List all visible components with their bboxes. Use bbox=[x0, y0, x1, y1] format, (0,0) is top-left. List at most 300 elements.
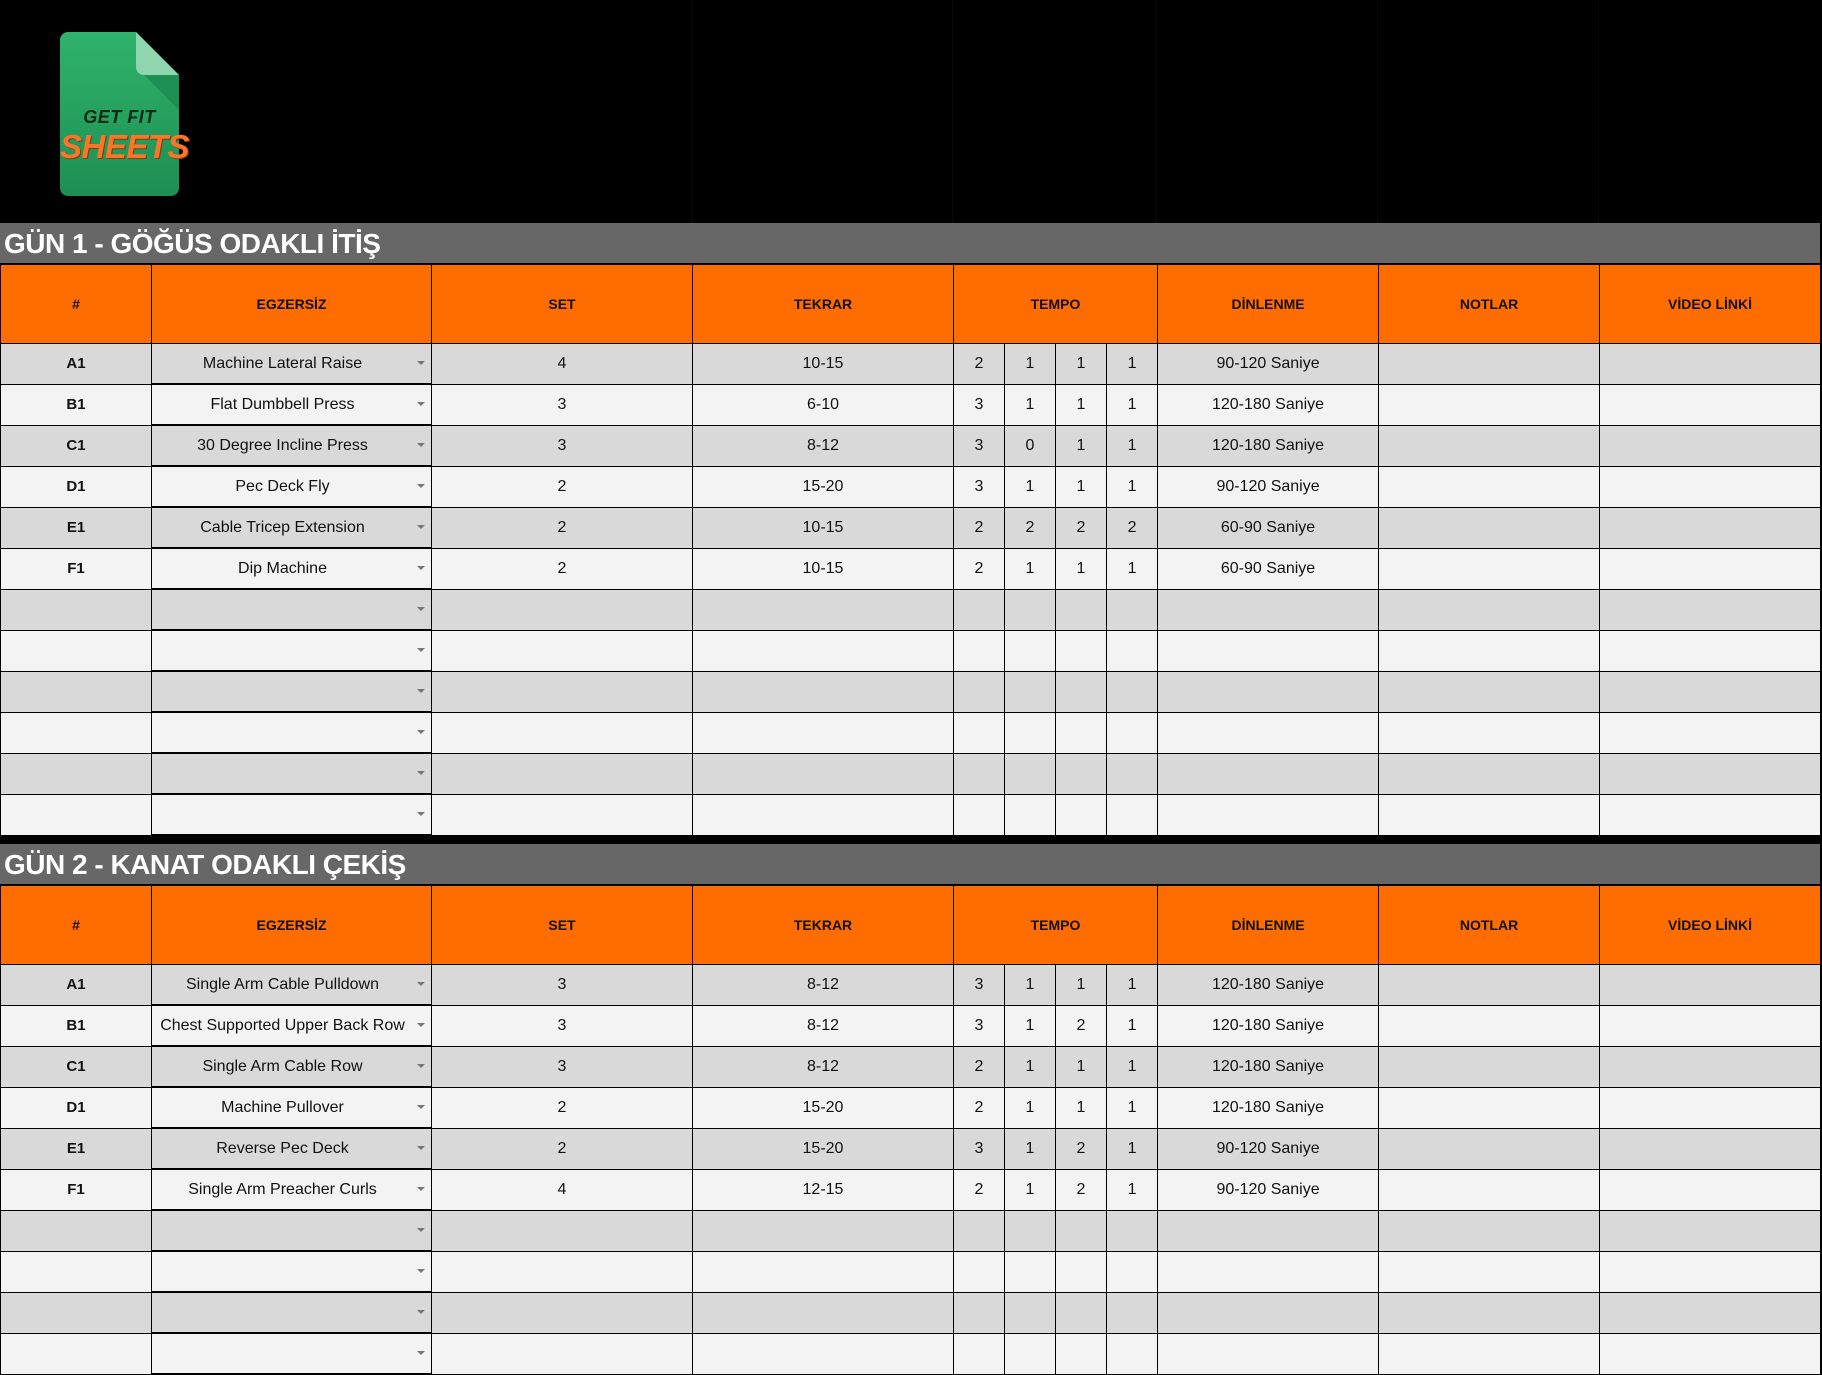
cell-tempo-3[interactable] bbox=[1056, 589, 1107, 630]
cell-rest[interactable] bbox=[1158, 712, 1379, 753]
dropdown-arrow-icon[interactable] bbox=[417, 982, 425, 986]
exercise-dropdown[interactable] bbox=[152, 630, 432, 671]
cell-tempo-1[interactable]: 3 bbox=[954, 466, 1005, 507]
cell-tempo-4[interactable]: 2 bbox=[1107, 507, 1158, 548]
cell-notes[interactable] bbox=[1379, 1005, 1600, 1046]
cell-number[interactable] bbox=[1, 671, 152, 712]
cell-rest[interactable] bbox=[1158, 1333, 1379, 1374]
cell-video-link[interactable] bbox=[1600, 630, 1821, 671]
cell-set[interactable] bbox=[432, 1333, 693, 1374]
cell-tempo-2[interactable]: 1 bbox=[1005, 1128, 1056, 1169]
exercise-dropdown[interactable] bbox=[152, 1169, 432, 1210]
cell-tempo-3[interactable]: 2 bbox=[1056, 507, 1107, 548]
cell-set[interactable]: 2 bbox=[432, 507, 693, 548]
cell-rest[interactable] bbox=[1158, 671, 1379, 712]
cell-number[interactable]: E1 bbox=[1, 1128, 152, 1169]
exercise-dropdown[interactable] bbox=[152, 1087, 432, 1128]
exercise-label: 30 Degree Incline Press bbox=[197, 436, 368, 454]
cell-notes[interactable] bbox=[1379, 548, 1600, 589]
table-row bbox=[1, 1128, 1821, 1169]
cell-set[interactable]: 4 bbox=[432, 1169, 693, 1210]
col-header-set[interactable]: SET bbox=[432, 265, 693, 344]
cell-number[interactable] bbox=[1, 1210, 152, 1251]
cell-tempo-1[interactable] bbox=[954, 671, 1005, 712]
exercise-label: Chest Supported Upper Back Row bbox=[160, 1016, 405, 1034]
cell-set[interactable]: 2 bbox=[432, 1128, 693, 1169]
cell-number[interactable] bbox=[1, 1251, 152, 1292]
cell-tempo-2[interactable] bbox=[1005, 712, 1056, 753]
cell-tempo-4[interactable]: 1 bbox=[1107, 965, 1158, 1006]
cell-tempo-4[interactable]: 1 bbox=[1107, 1128, 1158, 1169]
cell-notes[interactable] bbox=[1379, 589, 1600, 630]
dropdown-arrow-icon[interactable] bbox=[417, 361, 425, 365]
cell-tempo-1[interactable]: 2 bbox=[954, 1087, 1005, 1128]
cell-tempo-2[interactable] bbox=[1005, 589, 1056, 630]
cell-tempo-1[interactable]: 2 bbox=[954, 548, 1005, 589]
cell-tempo-4[interactable]: 1 bbox=[1107, 1005, 1158, 1046]
cell-tempo-3[interactable] bbox=[1056, 712, 1107, 753]
cell-notes[interactable] bbox=[1379, 753, 1600, 794]
dropdown-arrow-icon[interactable] bbox=[417, 402, 425, 406]
cell-rest[interactable]: 90-120 Saniye bbox=[1158, 466, 1379, 507]
cell-set[interactable] bbox=[432, 753, 693, 794]
cell-tempo-2[interactable] bbox=[1005, 1292, 1056, 1333]
cell-number[interactable]: A1 bbox=[1, 965, 152, 1006]
cell-video-link[interactable] bbox=[1600, 1169, 1821, 1210]
table-row bbox=[1, 1169, 1821, 1210]
cell-set[interactable]: 3 bbox=[432, 1005, 693, 1046]
cell-number[interactable]: E1 bbox=[1, 507, 152, 548]
cell-video-link[interactable] bbox=[1600, 548, 1821, 589]
cell-set[interactable] bbox=[432, 1251, 693, 1292]
cell-reps[interactable]: 15-20 bbox=[693, 466, 954, 507]
cell-video-link[interactable] bbox=[1600, 1333, 1821, 1374]
cell-set[interactable]: 3 bbox=[432, 965, 693, 1006]
cell-notes[interactable] bbox=[1379, 384, 1600, 425]
cell-reps[interactable]: 10-15 bbox=[693, 548, 954, 589]
cell-tempo-3[interactable]: 2 bbox=[1056, 1128, 1107, 1169]
dropdown-arrow-icon[interactable] bbox=[417, 689, 425, 693]
column-divider bbox=[691, 0, 692, 223]
cell-reps[interactable] bbox=[693, 630, 954, 671]
cell-reps[interactable] bbox=[693, 712, 954, 753]
cell-rest[interactable]: 120-180 Saniye bbox=[1158, 1087, 1379, 1128]
exercise-label: Dip Machine bbox=[238, 559, 327, 577]
cell-set[interactable] bbox=[432, 1292, 693, 1333]
exercise-dropdown[interactable] bbox=[152, 1251, 432, 1292]
cell-tempo-1[interactable] bbox=[954, 1333, 1005, 1374]
exercise-dropdown[interactable] bbox=[152, 1046, 432, 1087]
cell-rest[interactable] bbox=[1158, 1292, 1379, 1333]
cell-notes[interactable] bbox=[1379, 1251, 1600, 1292]
day-title: GÜN 2 - KANAT ODAKLI ÇEKİŞ bbox=[0, 844, 1820, 885]
cell-tempo-1[interactable] bbox=[954, 630, 1005, 671]
cell-tempo-4[interactable] bbox=[1107, 1292, 1158, 1333]
cell-tempo-4[interactable]: 1 bbox=[1107, 1087, 1158, 1128]
exercise-dropdown[interactable] bbox=[152, 425, 432, 466]
cell-number[interactable] bbox=[1, 630, 152, 671]
cell-reps[interactable] bbox=[693, 794, 954, 835]
cell-tempo-1[interactable] bbox=[954, 589, 1005, 630]
exercise-dropdown[interactable] bbox=[152, 753, 432, 794]
dropdown-arrow-icon[interactable] bbox=[417, 648, 425, 652]
cell-rest[interactable] bbox=[1158, 589, 1379, 630]
cell-notes[interactable] bbox=[1379, 671, 1600, 712]
cell-notes[interactable] bbox=[1379, 1210, 1600, 1251]
cell-video-link[interactable] bbox=[1600, 384, 1821, 425]
cell-tempo-3[interactable]: 1 bbox=[1056, 1046, 1107, 1087]
cell-notes[interactable] bbox=[1379, 1087, 1600, 1128]
cell-reps[interactable] bbox=[693, 1210, 954, 1251]
col-header-exercise[interactable]: EGZERSİZ bbox=[152, 265, 432, 344]
cell-tempo-2[interactable]: 2 bbox=[1005, 507, 1056, 548]
cell-video-link[interactable] bbox=[1600, 1292, 1821, 1333]
cell-set[interactable] bbox=[432, 794, 693, 835]
cell-set[interactable]: 3 bbox=[432, 1046, 693, 1087]
col-header-reps[interactable]: TEKRAR bbox=[693, 886, 954, 965]
dropdown-arrow-icon[interactable] bbox=[417, 1187, 425, 1191]
cell-tempo-3[interactable]: 1 bbox=[1056, 965, 1107, 1006]
exercise-label: Machine Lateral Raise bbox=[202, 354, 363, 372]
cell-set[interactable]: 2 bbox=[432, 1087, 693, 1128]
col-header-rest[interactable]: DİNLENME bbox=[1158, 265, 1379, 344]
cell-video-link[interactable] bbox=[1600, 671, 1821, 712]
cell-video-link[interactable] bbox=[1600, 1128, 1821, 1169]
dropdown-arrow-icon[interactable] bbox=[417, 812, 425, 816]
exercise-label: Flat Dumbbell Press bbox=[210, 395, 355, 413]
cell-tempo-3[interactable]: 1 bbox=[1056, 344, 1107, 385]
col-header-video[interactable]: VİDEO LİNKİ bbox=[1600, 886, 1821, 965]
cell-tempo-4[interactable] bbox=[1107, 753, 1158, 794]
cell-tempo-1[interactable]: 3 bbox=[954, 425, 1005, 466]
cell-tempo-3[interactable]: 2 bbox=[1056, 1169, 1107, 1210]
cell-notes[interactable] bbox=[1379, 630, 1600, 671]
cell-tempo-2[interactable]: 1 bbox=[1005, 1087, 1056, 1128]
cell-tempo-2[interactable]: 1 bbox=[1005, 344, 1056, 385]
table-row bbox=[1, 548, 1821, 589]
cell-tempo-1[interactable]: 2 bbox=[954, 507, 1005, 548]
exercise-label: Cable Tricep Extension bbox=[200, 518, 365, 536]
cell-tempo-2[interactable] bbox=[1005, 671, 1056, 712]
dropdown-arrow-icon[interactable] bbox=[417, 1105, 425, 1109]
cell-notes[interactable] bbox=[1379, 712, 1600, 753]
cell-notes[interactable] bbox=[1379, 344, 1600, 385]
cell-number[interactable]: B1 bbox=[1, 1005, 152, 1046]
cell-number[interactable]: F1 bbox=[1, 1169, 152, 1210]
cell-tempo-4[interactable]: 1 bbox=[1107, 344, 1158, 385]
exercise-dropdown[interactable] bbox=[152, 589, 432, 630]
cell-tempo-3[interactable]: 1 bbox=[1056, 548, 1107, 589]
cell-tempo-4[interactable] bbox=[1107, 794, 1158, 835]
cell-tempo-2[interactable] bbox=[1005, 1251, 1056, 1292]
cell-tempo-4[interactable]: 1 bbox=[1107, 384, 1158, 425]
cell-tempo-4[interactable] bbox=[1107, 630, 1158, 671]
cell-tempo-4[interactable] bbox=[1107, 1210, 1158, 1251]
cell-reps[interactable] bbox=[693, 589, 954, 630]
cell-video-link[interactable] bbox=[1600, 1087, 1821, 1128]
exercise-dropdown[interactable] bbox=[152, 671, 432, 712]
cell-tempo-3[interactable] bbox=[1056, 671, 1107, 712]
dropdown-arrow-icon[interactable] bbox=[417, 1351, 425, 1355]
cell-tempo-1[interactable]: 2 bbox=[954, 1169, 1005, 1210]
cell-number[interactable] bbox=[1, 1333, 152, 1374]
header-row bbox=[1, 265, 1821, 344]
cell-tempo-3[interactable] bbox=[1056, 794, 1107, 835]
logo-line-1: GET FIT bbox=[83, 107, 156, 127]
cell-number[interactable] bbox=[1, 1292, 152, 1333]
cell-number[interactable] bbox=[1, 753, 152, 794]
cell-video-link[interactable] bbox=[1600, 753, 1821, 794]
cell-notes[interactable] bbox=[1379, 1333, 1600, 1374]
cell-tempo-1[interactable] bbox=[954, 1251, 1005, 1292]
cell-tempo-2[interactable] bbox=[1005, 753, 1056, 794]
cell-set[interactable] bbox=[432, 671, 693, 712]
cell-tempo-2[interactable] bbox=[1005, 1210, 1056, 1251]
sheet-header-area bbox=[0, 0, 1822, 223]
cell-tempo-3[interactable] bbox=[1056, 753, 1107, 794]
cell-number[interactable]: F1 bbox=[1, 548, 152, 589]
exercise-dropdown[interactable] bbox=[152, 1333, 432, 1374]
col-header-set[interactable]: SET bbox=[432, 886, 693, 965]
cell-video-link[interactable] bbox=[1600, 1005, 1821, 1046]
dropdown-arrow-icon[interactable] bbox=[417, 1064, 425, 1068]
dropdown-arrow-icon[interactable] bbox=[417, 1310, 425, 1314]
cell-rest[interactable]: 60-90 Saniye bbox=[1158, 548, 1379, 589]
cell-number[interactable]: B1 bbox=[1, 384, 152, 425]
cell-tempo-4[interactable] bbox=[1107, 671, 1158, 712]
cell-tempo-2[interactable] bbox=[1005, 630, 1056, 671]
exercise-dropdown[interactable] bbox=[152, 466, 432, 507]
col-header-reps[interactable]: TEKRAR bbox=[693, 265, 954, 344]
cell-rest[interactable]: 120-180 Saniye bbox=[1158, 425, 1379, 466]
cell-reps[interactable]: 6-10 bbox=[693, 384, 954, 425]
cell-video-link[interactable] bbox=[1600, 1210, 1821, 1251]
cell-set[interactable]: 3 bbox=[432, 384, 693, 425]
cell-tempo-2[interactable]: 1 bbox=[1005, 384, 1056, 425]
cell-tempo-2[interactable]: 1 bbox=[1005, 548, 1056, 589]
cell-tempo-3[interactable]: 1 bbox=[1056, 384, 1107, 425]
cell-tempo-4[interactable] bbox=[1107, 589, 1158, 630]
cell-reps[interactable]: 10-15 bbox=[693, 507, 954, 548]
cell-rest[interactable]: 120-180 Saniye bbox=[1158, 384, 1379, 425]
cell-reps[interactable] bbox=[693, 753, 954, 794]
cell-rest[interactable]: 90-120 Saniye bbox=[1158, 1169, 1379, 1210]
cell-tempo-3[interactable] bbox=[1056, 1210, 1107, 1251]
cell-reps[interactable] bbox=[693, 671, 954, 712]
cell-reps[interactable]: 8-12 bbox=[693, 965, 954, 1006]
cell-tempo-3[interactable]: 2 bbox=[1056, 1005, 1107, 1046]
dropdown-arrow-icon[interactable] bbox=[417, 484, 425, 488]
cell-video-link[interactable] bbox=[1600, 589, 1821, 630]
cell-video-link[interactable] bbox=[1600, 965, 1821, 1006]
cell-tempo-3[interactable] bbox=[1056, 630, 1107, 671]
cell-number[interactable] bbox=[1, 794, 152, 835]
dropdown-arrow-icon[interactable] bbox=[417, 566, 425, 570]
exercise-dropdown[interactable] bbox=[152, 384, 432, 425]
workout-table bbox=[0, 885, 1821, 1375]
cell-tempo-1[interactable]: 3 bbox=[954, 384, 1005, 425]
cell-rest[interactable]: 60-90 Saniye bbox=[1158, 507, 1379, 548]
cell-number[interactable]: C1 bbox=[1, 425, 152, 466]
dropdown-arrow-icon[interactable] bbox=[417, 443, 425, 447]
cell-rest[interactable]: 120-180 Saniye bbox=[1158, 1046, 1379, 1087]
cell-notes[interactable] bbox=[1379, 1169, 1600, 1210]
exercise-dropdown[interactable] bbox=[152, 344, 432, 385]
col-header-number[interactable]: # bbox=[1, 265, 152, 344]
col-header-rest[interactable]: DİNLENME bbox=[1158, 886, 1379, 965]
dropdown-arrow-icon[interactable] bbox=[417, 730, 425, 734]
cell-notes[interactable] bbox=[1379, 507, 1600, 548]
cell-set[interactable] bbox=[432, 1210, 693, 1251]
cell-tempo-2[interactable]: 0 bbox=[1005, 425, 1056, 466]
cell-rest[interactable]: 120-180 Saniye bbox=[1158, 1005, 1379, 1046]
cell-tempo-2[interactable] bbox=[1005, 794, 1056, 835]
cell-rest[interactable]: 120-180 Saniye bbox=[1158, 965, 1379, 1006]
exercise-dropdown[interactable] bbox=[152, 1128, 432, 1169]
cell-tempo-3[interactable]: 1 bbox=[1056, 466, 1107, 507]
cell-tempo-2[interactable]: 1 bbox=[1005, 1169, 1056, 1210]
cell-reps[interactable]: 8-12 bbox=[693, 1005, 954, 1046]
cell-tempo-3[interactable]: 1 bbox=[1056, 1087, 1107, 1128]
cell-notes[interactable] bbox=[1379, 965, 1600, 1006]
table-row bbox=[1, 589, 1821, 630]
cell-tempo-1[interactable]: 3 bbox=[954, 1128, 1005, 1169]
cell-tempo-4[interactable] bbox=[1107, 712, 1158, 753]
cell-tempo-4[interactable]: 1 bbox=[1107, 1169, 1158, 1210]
cell-number[interactable]: D1 bbox=[1, 1087, 152, 1128]
cell-video-link[interactable] bbox=[1600, 466, 1821, 507]
exercise-dropdown[interactable] bbox=[152, 712, 432, 753]
cell-number[interactable]: A1 bbox=[1, 344, 152, 385]
cell-rest[interactable]: 90-120 Saniye bbox=[1158, 344, 1379, 385]
cell-notes[interactable] bbox=[1379, 1046, 1600, 1087]
exercise-dropdown[interactable] bbox=[152, 548, 432, 589]
cell-video-link[interactable] bbox=[1600, 712, 1821, 753]
cell-reps[interactable]: 15-20 bbox=[693, 1087, 954, 1128]
col-header-number[interactable]: # bbox=[1, 886, 152, 965]
cell-tempo-3[interactable] bbox=[1056, 1292, 1107, 1333]
dropdown-arrow-icon[interactable] bbox=[417, 771, 425, 775]
cell-rest[interactable]: 90-120 Saniye bbox=[1158, 1128, 1379, 1169]
cell-tempo-2[interactable] bbox=[1005, 1333, 1056, 1374]
cell-rest[interactable] bbox=[1158, 753, 1379, 794]
cell-tempo-3[interactable] bbox=[1056, 1251, 1107, 1292]
cell-number[interactable] bbox=[1, 589, 152, 630]
cell-reps[interactable]: 8-12 bbox=[693, 1046, 954, 1087]
cell-tempo-1[interactable]: 2 bbox=[954, 1046, 1005, 1087]
col-header-tempo[interactable]: TEMPO bbox=[954, 886, 1158, 965]
cell-tempo-4[interactable]: 1 bbox=[1107, 466, 1158, 507]
cell-video-link[interactable] bbox=[1600, 344, 1821, 385]
cell-video-link[interactable] bbox=[1600, 1251, 1821, 1292]
cell-tempo-1[interactable] bbox=[954, 712, 1005, 753]
cell-set[interactable]: 2 bbox=[432, 466, 693, 507]
cell-notes[interactable] bbox=[1379, 794, 1600, 835]
dropdown-arrow-icon[interactable] bbox=[417, 1146, 425, 1150]
exercise-dropdown[interactable] bbox=[152, 794, 432, 835]
exercise-dropdown[interactable] bbox=[152, 1005, 432, 1046]
cell-tempo-4[interactable] bbox=[1107, 1333, 1158, 1374]
cell-tempo-1[interactable] bbox=[954, 753, 1005, 794]
cell-reps[interactable]: 15-20 bbox=[693, 1128, 954, 1169]
cell-tempo-1[interactable]: 3 bbox=[954, 1005, 1005, 1046]
cell-reps[interactable]: 10-15 bbox=[693, 344, 954, 385]
cell-notes[interactable] bbox=[1379, 466, 1600, 507]
dropdown-arrow-icon[interactable] bbox=[417, 1228, 425, 1232]
cell-video-link[interactable] bbox=[1600, 507, 1821, 548]
cell-number[interactable]: C1 bbox=[1, 1046, 152, 1087]
cell-notes[interactable] bbox=[1379, 1292, 1600, 1333]
col-header-notes[interactable]: NOTLAR bbox=[1379, 886, 1600, 965]
dropdown-arrow-icon[interactable] bbox=[417, 607, 425, 611]
cell-tempo-1[interactable]: 2 bbox=[954, 344, 1005, 385]
cell-tempo-3[interactable] bbox=[1056, 1333, 1107, 1374]
cell-tempo-2[interactable]: 1 bbox=[1005, 466, 1056, 507]
exercise-label: Pec Deck Fly bbox=[235, 477, 330, 495]
cell-rest[interactable] bbox=[1158, 1251, 1379, 1292]
table-row bbox=[1, 425, 1821, 466]
cell-number[interactable] bbox=[1, 712, 152, 753]
cell-tempo-2[interactable]: 1 bbox=[1005, 965, 1056, 1006]
cell-tempo-4[interactable]: 1 bbox=[1107, 548, 1158, 589]
column-divider bbox=[1377, 0, 1378, 223]
cell-video-link[interactable] bbox=[1600, 425, 1821, 466]
cell-rest[interactable] bbox=[1158, 1210, 1379, 1251]
cell-reps[interactable] bbox=[693, 1251, 954, 1292]
cell-reps[interactable]: 12-15 bbox=[693, 1169, 954, 1210]
cell-rest[interactable] bbox=[1158, 794, 1379, 835]
cell-rest[interactable] bbox=[1158, 630, 1379, 671]
cell-set[interactable]: 3 bbox=[432, 425, 693, 466]
cell-tempo-2[interactable]: 1 bbox=[1005, 1005, 1056, 1046]
col-header-exercise[interactable]: EGZERSİZ bbox=[152, 886, 432, 965]
cell-reps[interactable]: 8-12 bbox=[693, 425, 954, 466]
cell-tempo-4[interactable] bbox=[1107, 1251, 1158, 1292]
dropdown-arrow-icon[interactable] bbox=[417, 1269, 425, 1273]
cell-set[interactable] bbox=[432, 712, 693, 753]
cell-tempo-4[interactable]: 1 bbox=[1107, 425, 1158, 466]
dropdown-arrow-icon[interactable] bbox=[417, 525, 425, 529]
cell-tempo-2[interactable]: 1 bbox=[1005, 1046, 1056, 1087]
exercise-dropdown[interactable] bbox=[152, 965, 432, 1006]
cell-set[interactable] bbox=[432, 630, 693, 671]
exercise-dropdown[interactable] bbox=[152, 1292, 432, 1333]
cell-video-link[interactable] bbox=[1600, 794, 1821, 835]
cell-set[interactable]: 4 bbox=[432, 344, 693, 385]
cell-tempo-4[interactable]: 1 bbox=[1107, 1046, 1158, 1087]
cell-tempo-1[interactable] bbox=[954, 1210, 1005, 1251]
cell-set[interactable] bbox=[432, 589, 693, 630]
cell-tempo-3[interactable]: 1 bbox=[1056, 425, 1107, 466]
cell-reps[interactable] bbox=[693, 1333, 954, 1374]
dropdown-arrow-icon[interactable] bbox=[417, 1023, 425, 1027]
cell-tempo-1[interactable] bbox=[954, 1292, 1005, 1333]
col-header-notes[interactable]: NOTLAR bbox=[1379, 265, 1600, 344]
cell-number[interactable]: D1 bbox=[1, 466, 152, 507]
cell-video-link[interactable] bbox=[1600, 1046, 1821, 1087]
cell-notes[interactable] bbox=[1379, 425, 1600, 466]
col-header-tempo[interactable]: TEMPO bbox=[954, 265, 1158, 344]
col-header-video[interactable]: VİDEO LİNKİ bbox=[1600, 265, 1821, 344]
table-row bbox=[1, 794, 1821, 835]
cell-set[interactable]: 2 bbox=[432, 548, 693, 589]
cell-tempo-1[interactable]: 3 bbox=[954, 965, 1005, 1006]
cell-reps[interactable] bbox=[693, 1292, 954, 1333]
cell-tempo-1[interactable] bbox=[954, 794, 1005, 835]
exercise-dropdown[interactable] bbox=[152, 507, 432, 548]
cell-notes[interactable] bbox=[1379, 1128, 1600, 1169]
exercise-dropdown[interactable] bbox=[152, 1210, 432, 1251]
